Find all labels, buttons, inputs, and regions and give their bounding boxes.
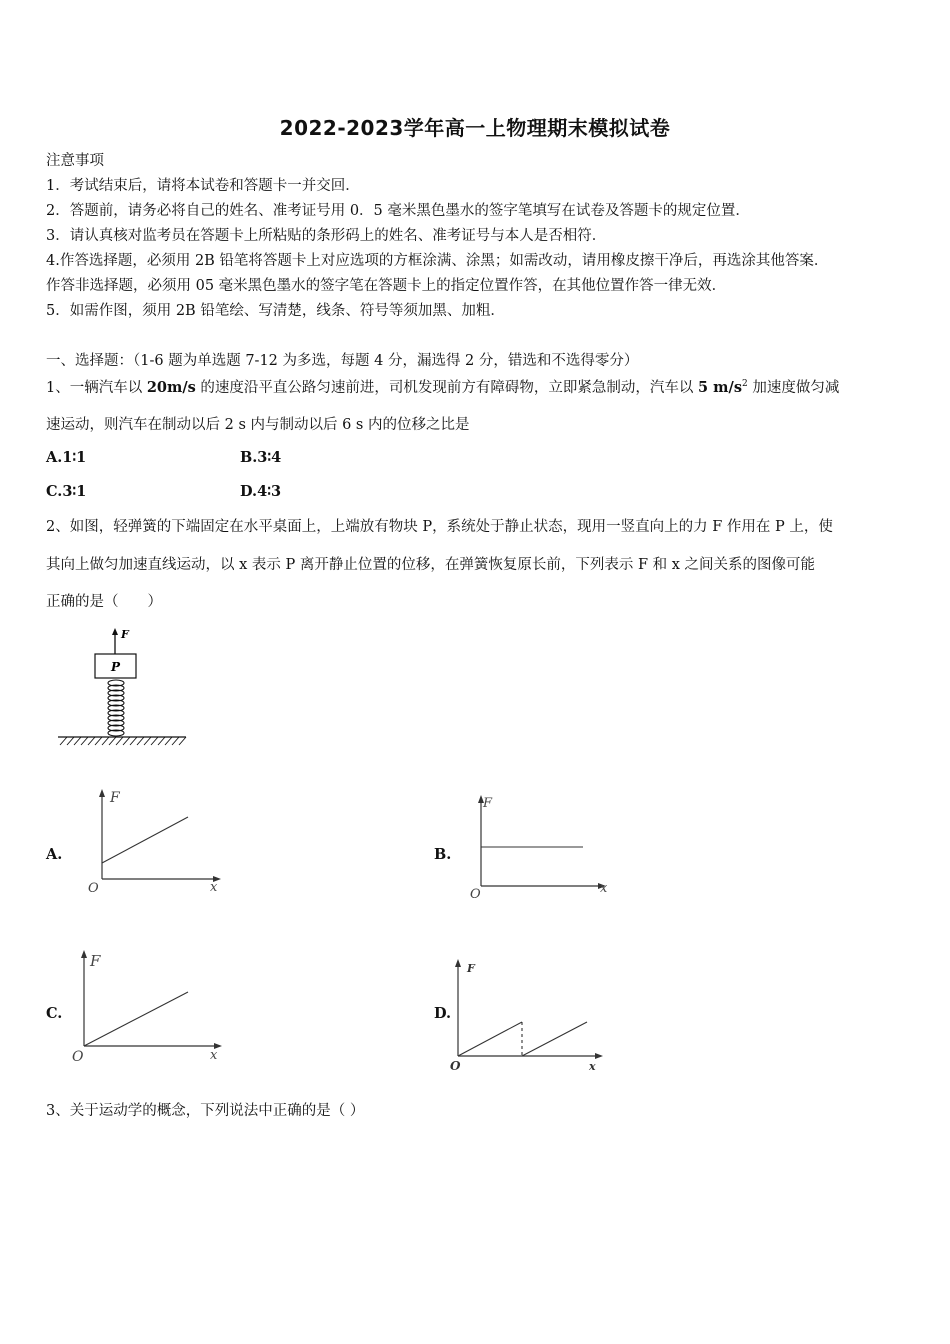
force-arrowhead — [112, 628, 118, 635]
graph-a-option-label[interactable]: A. — [46, 846, 63, 863]
graph-d-x-label: x — [589, 1060, 596, 1073]
graph-d-y-label: F — [467, 962, 475, 975]
graph-c[interactable] — [66, 942, 231, 1067]
graph-c-y-label: F — [90, 952, 101, 970]
graph-d-y-arrow — [455, 959, 461, 967]
q2-text-line2: 其向上做匀加速直线运动，以 x 表示 P 离开静止位置的位移，在弹簧恢复原长前，下列表示 F 和 x 之间关系的图像可能 — [46, 557, 816, 573]
graph-b-origin: O — [470, 887, 481, 902]
notice-item-4-cont: 作答非选择题，必须用 05 毫米黑色墨水的签字笔在答题卡上的指定位置作答，在其他位置作答一律无效． — [46, 278, 727, 294]
q1-text-line1: 1、一辆汽车以 20m/s 的速度沿平直公路匀速前进，司机发现前方有障碍物，立即紧急制动，汽车以 5 $m/s^2$ 加速度做匀减 — [46, 379, 840, 396]
graph-b-y-label: F — [483, 796, 493, 811]
ground-hatch — [60, 737, 186, 745]
q1-text-line2: 速运动，则汽车在制动以后 2 s 内与制动以后 6 s 内的位移之比是 — [46, 417, 470, 433]
spring — [108, 680, 124, 736]
notice-item-5: 5．如需作图，须用 2B 铅笔绘、写清楚，线条、符号等须加黑、加粗． — [46, 303, 505, 319]
force-label: F — [121, 628, 129, 641]
graph-d-origin: O — [450, 1059, 461, 1073]
graph-d[interactable] — [445, 955, 610, 1075]
graph-c-origin: O — [72, 1049, 84, 1065]
graph-d-x-arrow — [595, 1053, 603, 1059]
notice-item-2: 2．答题前，请务必将自己的姓名、准考证号用 0．5 毫米黑色墨水的签字笔填写在试卷及答题卡的规定位置． — [46, 203, 750, 219]
graph-a-line — [102, 817, 188, 863]
q1-option-c[interactable]: C.3∶1 — [46, 483, 87, 500]
graph-d-option-label[interactable]: D. — [434, 1005, 452, 1022]
page-title: 2022-2023学年高一上物理期末模拟试卷 — [279, 116, 671, 140]
graph-c-y-arrow — [81, 950, 87, 958]
graph-a-origin: O — [88, 881, 99, 896]
spring-block-figure — [55, 626, 195, 748]
graph-c-option-label[interactable]: C. — [46, 1005, 63, 1022]
graph-a-y-label: F — [110, 790, 120, 806]
graph-a-x-label: x — [210, 880, 218, 895]
notice-heading: 注意事项 — [46, 153, 104, 169]
graph-b[interactable] — [462, 790, 617, 905]
notice-item-3: 3．请认真核对监考员在答题卡上所粘贴的条形码上的姓名、准考证号与本人是否相符． — [46, 228, 607, 244]
block-label: P — [111, 660, 121, 674]
q2-text-line1: 2、如图，轻弹簧的下端固定在水平桌面上，上端放有物块 P，系统处于静止状态，现用一竖直向上的力 F 作用在 P 上，使 — [46, 519, 833, 535]
graph-c-line — [84, 992, 188, 1046]
graph-d-line-1 — [458, 1022, 522, 1056]
graph-c-x-label: x — [210, 1048, 218, 1063]
q1-option-d[interactable]: D.4∶3 — [240, 483, 282, 500]
graph-b-option-label[interactable]: B. — [434, 846, 452, 863]
graph-a-y-arrow — [99, 789, 105, 797]
graph-b-x-label: x — [600, 881, 608, 896]
q1-option-a[interactable]: A.1∶1 — [46, 449, 87, 466]
notice-item-1: 1．考试结束后，请将本试卷和答题卡一并交回． — [46, 178, 360, 194]
q1-option-b[interactable]: B.3∶4 — [240, 449, 282, 466]
graph-d-line-2 — [522, 1022, 587, 1056]
notice-item-4: 4.作答选择题，必须用 2B 铅笔将答题卡上对应选项的方框涂满、涂黑；如需改动，请用橡皮擦干净后，再选涂其他答案． — [46, 253, 829, 269]
section-heading: 一、选择题：（1-6 题为单选题 7-12 为多选，每题 4 分，漏选得 2 分，错选和不选得零分） — [46, 353, 639, 369]
q3-text-line1: 3、关于运动学的概念，下列说法中正确的是（ ） — [46, 1103, 365, 1119]
q2-text-line3: 正确的是（ ） — [46, 594, 162, 610]
graph-a[interactable] — [80, 784, 230, 899]
